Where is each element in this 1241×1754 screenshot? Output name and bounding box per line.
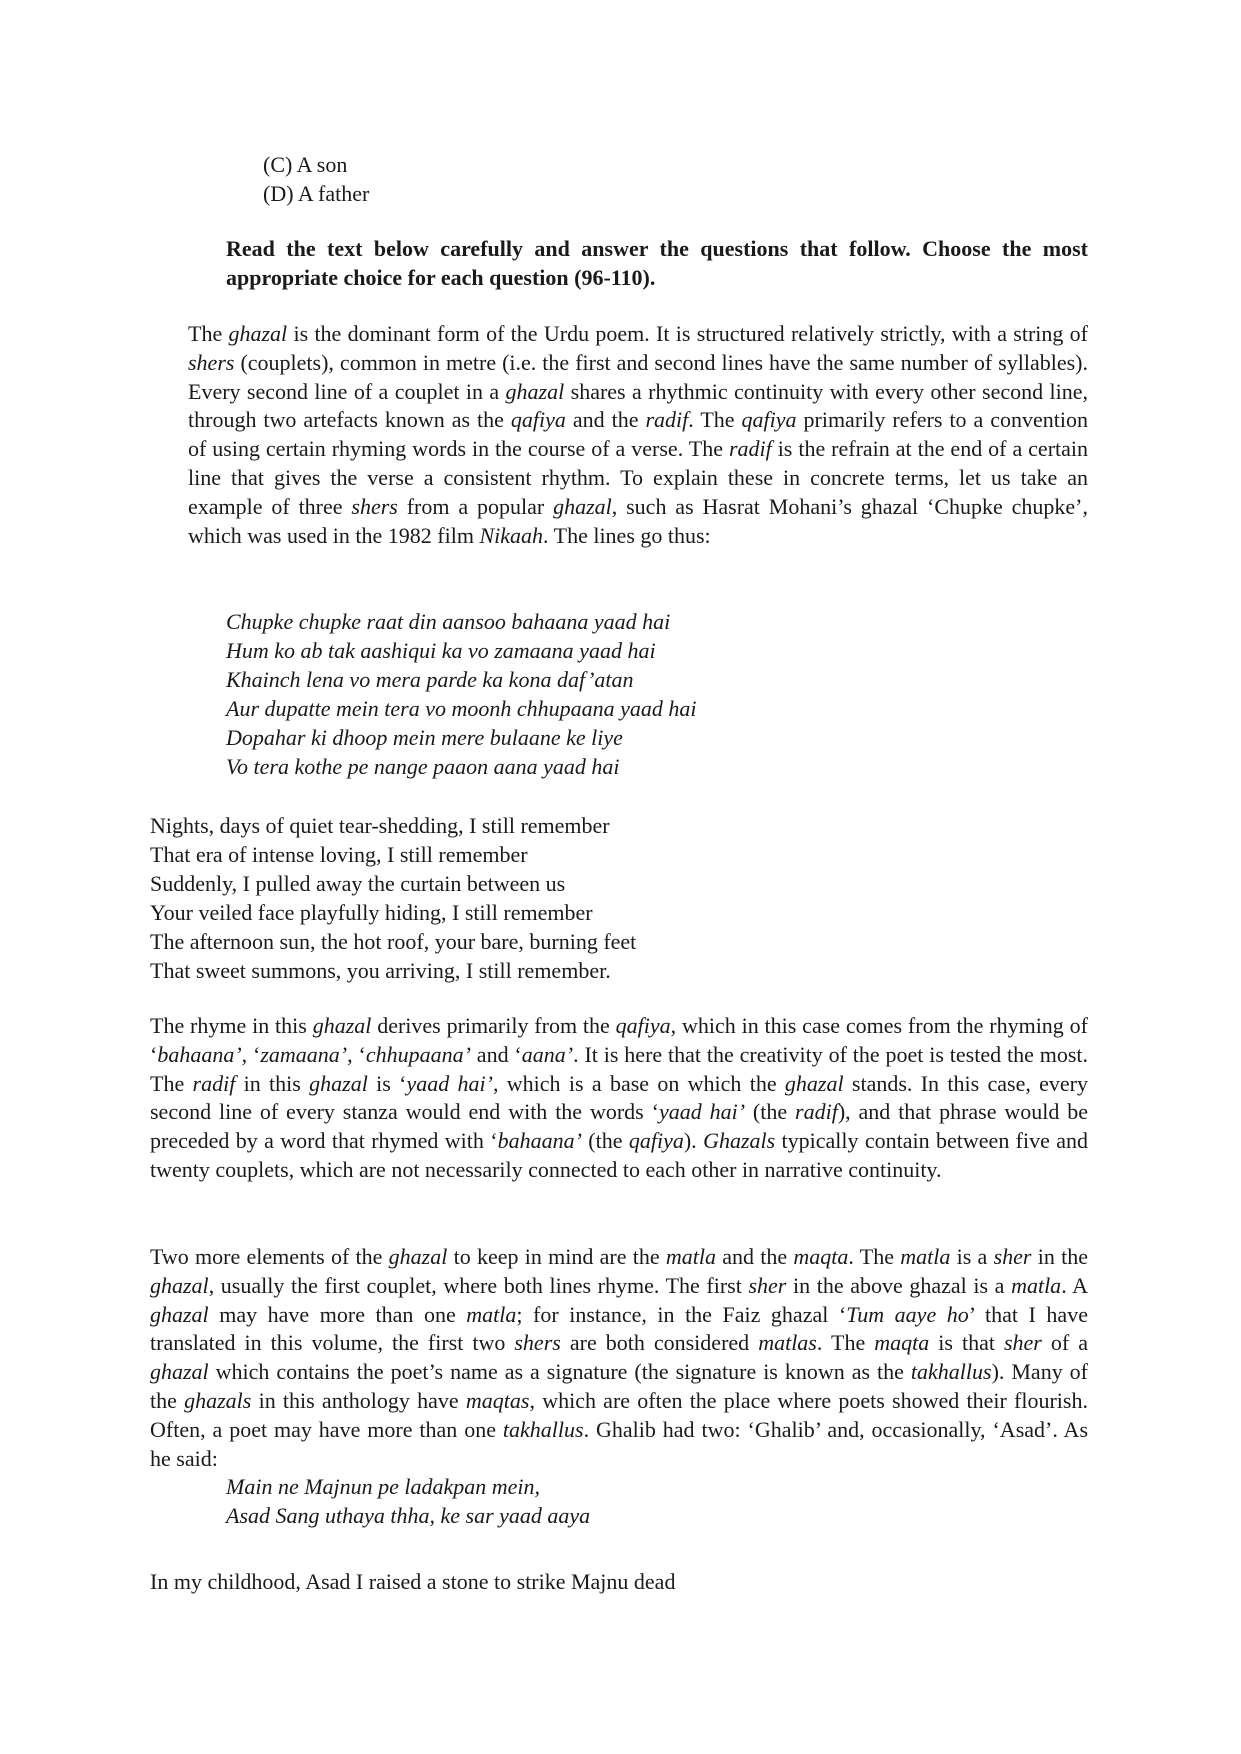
verse-line: Hum ko ab tak aashiqui ka vo zamaana yaad hai bbox=[226, 637, 656, 663]
verse-line: Vo tera kothe pe nange paaon aana yaad hai bbox=[226, 753, 620, 779]
verse-line: Aur dupatte mein tera vo moonh chhupaana yaad hai bbox=[226, 695, 697, 721]
translation-line: Suddenly, I pulled away the curtain between us bbox=[150, 870, 566, 896]
urdu-verse bbox=[226, 608, 697, 781]
translation-line: Nights, days of quiet tear-shedding, I still remember bbox=[150, 813, 610, 838]
verse-line: Asad Sang uthaya thha, ke sar yaad aaya bbox=[226, 1502, 591, 1528]
translation-line: That sweet summons, you arriving, I still remember. bbox=[150, 957, 611, 983]
translation-line: Your veiled face playfully hiding, I still remember bbox=[150, 899, 593, 925]
english-translation bbox=[150, 812, 636, 985]
final-translation-line: In my childhood, Asad I raised a stone to strike Majnu dead bbox=[150, 1569, 676, 1594]
verse-line: Dopahar ki dhoop mein mere bulaane ke liye bbox=[226, 724, 623, 750]
paragraph-matla-maqta: Two more elements of the ghazal to keep in mind are the matla and the maqta. The matla is a sher in the ghazal, usually the first couplet, where both lines rhyme. The first sher in the above ghazal is a matla. A ghazal may have more than one matla; for instance, in the Faiz ghazal ‘Tum aaye ho’ that I have translated in this volume, the first two shers are both considered matlas. The maqta is that sher of a ghazal which contains the poet’s name as a signature (the signature is known as the takhallus). Many of the ghazals in this anthology have maqtas, which are often the place where poets showed their flourish. Often, a poet may have more than one takhallus. Ghalib had two: ‘Ghalib’ and, occasionally, ‘Asad’. As he said: bbox=[150, 1244, 1089, 1471]
translation-line: That era of intense loving, I still remember bbox=[150, 841, 528, 867]
verse-line: Khainch lena vo mera parde ka kona daf’atan bbox=[226, 666, 634, 692]
option-c: (C) A son bbox=[263, 152, 348, 177]
translation-line: The afternoon sun, the hot roof, your bare, burning feet bbox=[150, 928, 637, 954]
paragraph-rhyme: The rhyme in this ghazal derives primarily from the qafiya, which in this case comes from the rhyming of ‘bahaana’, ‘zamaana’, ‘chhupaana’ and ‘aana’. It is here that the creativity of the poet is tested the most. The radif in this ghazal is ‘yaad hai’, which is a base on which the ghazal stands. In this case, every second line of every stanza would end with the words ‘yaad hai’ (the radif), and that phrase would be preceded by a word that rhymed with ‘bahaana’ (the qafiya). Ghazals typically contain between five and twenty couplets, which are not necessarily connected to each other in narrative continuity. bbox=[150, 1013, 1089, 1182]
verse-line: Main ne Majnun pe ladakpan mein, bbox=[226, 1474, 541, 1499]
option-d: (D) A father bbox=[263, 181, 370, 206]
verse-line: Chupke chupke raat din aansoo bahaana yaad hai bbox=[226, 609, 671, 634]
option-list bbox=[263, 150, 369, 208]
ghalib-verse bbox=[226, 1473, 590, 1531]
paragraph-ghazal-form: The ghazal is the dominant form of the Urdu poem. It is structured relatively strictly, with a string of shers (couplets), common in metre (i.e. the first and second lines have the same number of syllables). Every second line of a couplet in a ghazal shares a rhythmic continuity with every other second line, through two artefacts known as the qafiya and the radif. The qafiya primarily refers to a convention of using certain rhyming words in the course of a verse. The radif is the refrain at the end of a certain line that gives the verse a consistent rhythm. To explain these in concrete terms, let us take an example of three shers from a popular ghazal, such as Hasrat Mohani’s ghazal ‘Chupke chupke’, which was used in the 1982 film Nikaah. The lines go thus: bbox=[188, 321, 1089, 548]
question-instruction: Read the text below carefully and answer the questions that follow. Choose the most appropriate choice for each question (96-110). bbox=[226, 236, 1088, 290]
